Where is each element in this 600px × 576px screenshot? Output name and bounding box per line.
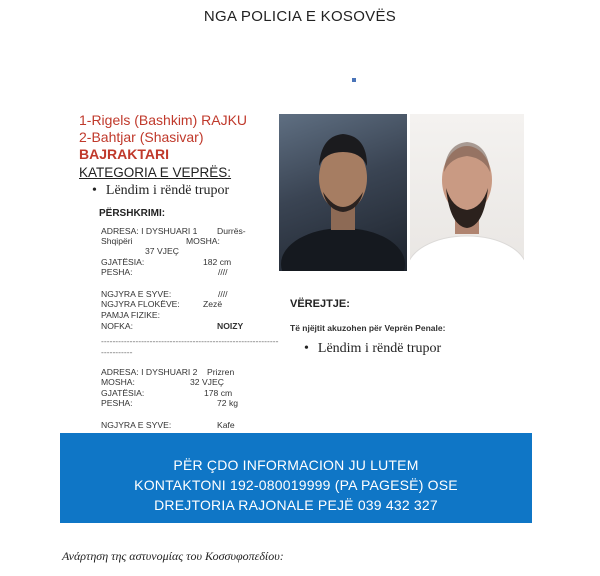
s2-age-label: MOSHA: bbox=[101, 377, 135, 387]
s2-eye-label: NGJYRA E SYVE: bbox=[101, 420, 172, 430]
description-heading: PËRSHKRIMI: bbox=[99, 208, 166, 219]
suspect-2-name: 2-Bahtjar (Shasivar) bbox=[79, 129, 204, 145]
caption: Ανάρτηση της αστυνομίας του Κοσσυφοπεδίου: bbox=[62, 549, 284, 563]
suspect-2-photo bbox=[410, 114, 524, 271]
s1-height-value: 182 cm bbox=[203, 257, 232, 267]
s1-age-label: MOSHA: bbox=[186, 236, 220, 246]
separator-line-2: ----------- bbox=[101, 347, 133, 357]
s1-age-value: 37 VJEÇ bbox=[145, 246, 179, 256]
s2-age-value: 32 VJEÇ bbox=[190, 377, 224, 387]
remarks-note: Të njëjtit akuzohen për Veprën Penale: bbox=[290, 323, 446, 333]
s1-nickname-label: NOFKA: bbox=[101, 321, 133, 331]
category-heading: KATEGORIA E VEPRËS: bbox=[79, 165, 232, 180]
s2-weight-value: 72 kg bbox=[217, 398, 239, 408]
banner-line-2: KONTAKTONI 192-080019999 (PA PAGESË) OSE bbox=[134, 477, 458, 493]
suspect-1-name: 1-Rigels (Bashkim) RAJKU bbox=[79, 112, 248, 128]
s2-weight-label: PESHA: bbox=[101, 398, 133, 408]
suspect-1-photo bbox=[279, 114, 407, 271]
s1-address-label: ADRESA: I DYSHUARI 1 bbox=[101, 226, 198, 236]
page-title: NGA POLICIA E KOSOVËS bbox=[203, 8, 397, 25]
s2-address-label: ADRESA: I DYSHUARI 2 bbox=[101, 367, 198, 377]
s1-height-label: GJATËSIA: bbox=[101, 257, 145, 267]
s2-height-label: GJATËSIA: bbox=[101, 388, 145, 398]
contact-banner bbox=[60, 433, 532, 523]
s1-address-cont: Shqipëri bbox=[101, 236, 133, 246]
s2-address-value: Prizren bbox=[207, 367, 235, 377]
s1-nickname-value: NOIZY bbox=[217, 321, 244, 331]
separator-line: -------------------------------------------------------------- bbox=[101, 336, 279, 346]
remarks-item: • Lëndim i rëndë trupor bbox=[304, 341, 441, 357]
remarks-heading: VËREJTJE: bbox=[290, 298, 350, 310]
s1-eye-value: //// bbox=[218, 289, 228, 299]
banner-line-3: DREJTORIA RAJONALE PEJË 039 432 327 bbox=[154, 497, 438, 513]
s1-appearance-label: PAMJA FIZIKE: bbox=[101, 310, 161, 320]
s2-height-value: 178 cm bbox=[204, 388, 233, 398]
s1-weight-label: PESHA: bbox=[101, 267, 133, 277]
s1-hair-value: Zezë bbox=[203, 299, 223, 309]
banner-line-1: PËR ÇDO INFORMACION JU LUTEM bbox=[173, 457, 419, 473]
s1-address-value: Durrës- bbox=[217, 226, 246, 236]
s2-eye-value: Kafe bbox=[217, 420, 235, 430]
suspect-2-surname: BAJRAKTARI bbox=[79, 146, 169, 162]
s1-weight-value: //// bbox=[218, 267, 228, 277]
decorative-dot bbox=[352, 78, 356, 82]
category-item: • Lëndim i rëndë trupor bbox=[92, 183, 229, 199]
s1-eye-label: NGJYRA E SYVE: bbox=[101, 289, 172, 299]
s1-hair-label: NGJYRA FLOKËVE: bbox=[101, 299, 180, 309]
